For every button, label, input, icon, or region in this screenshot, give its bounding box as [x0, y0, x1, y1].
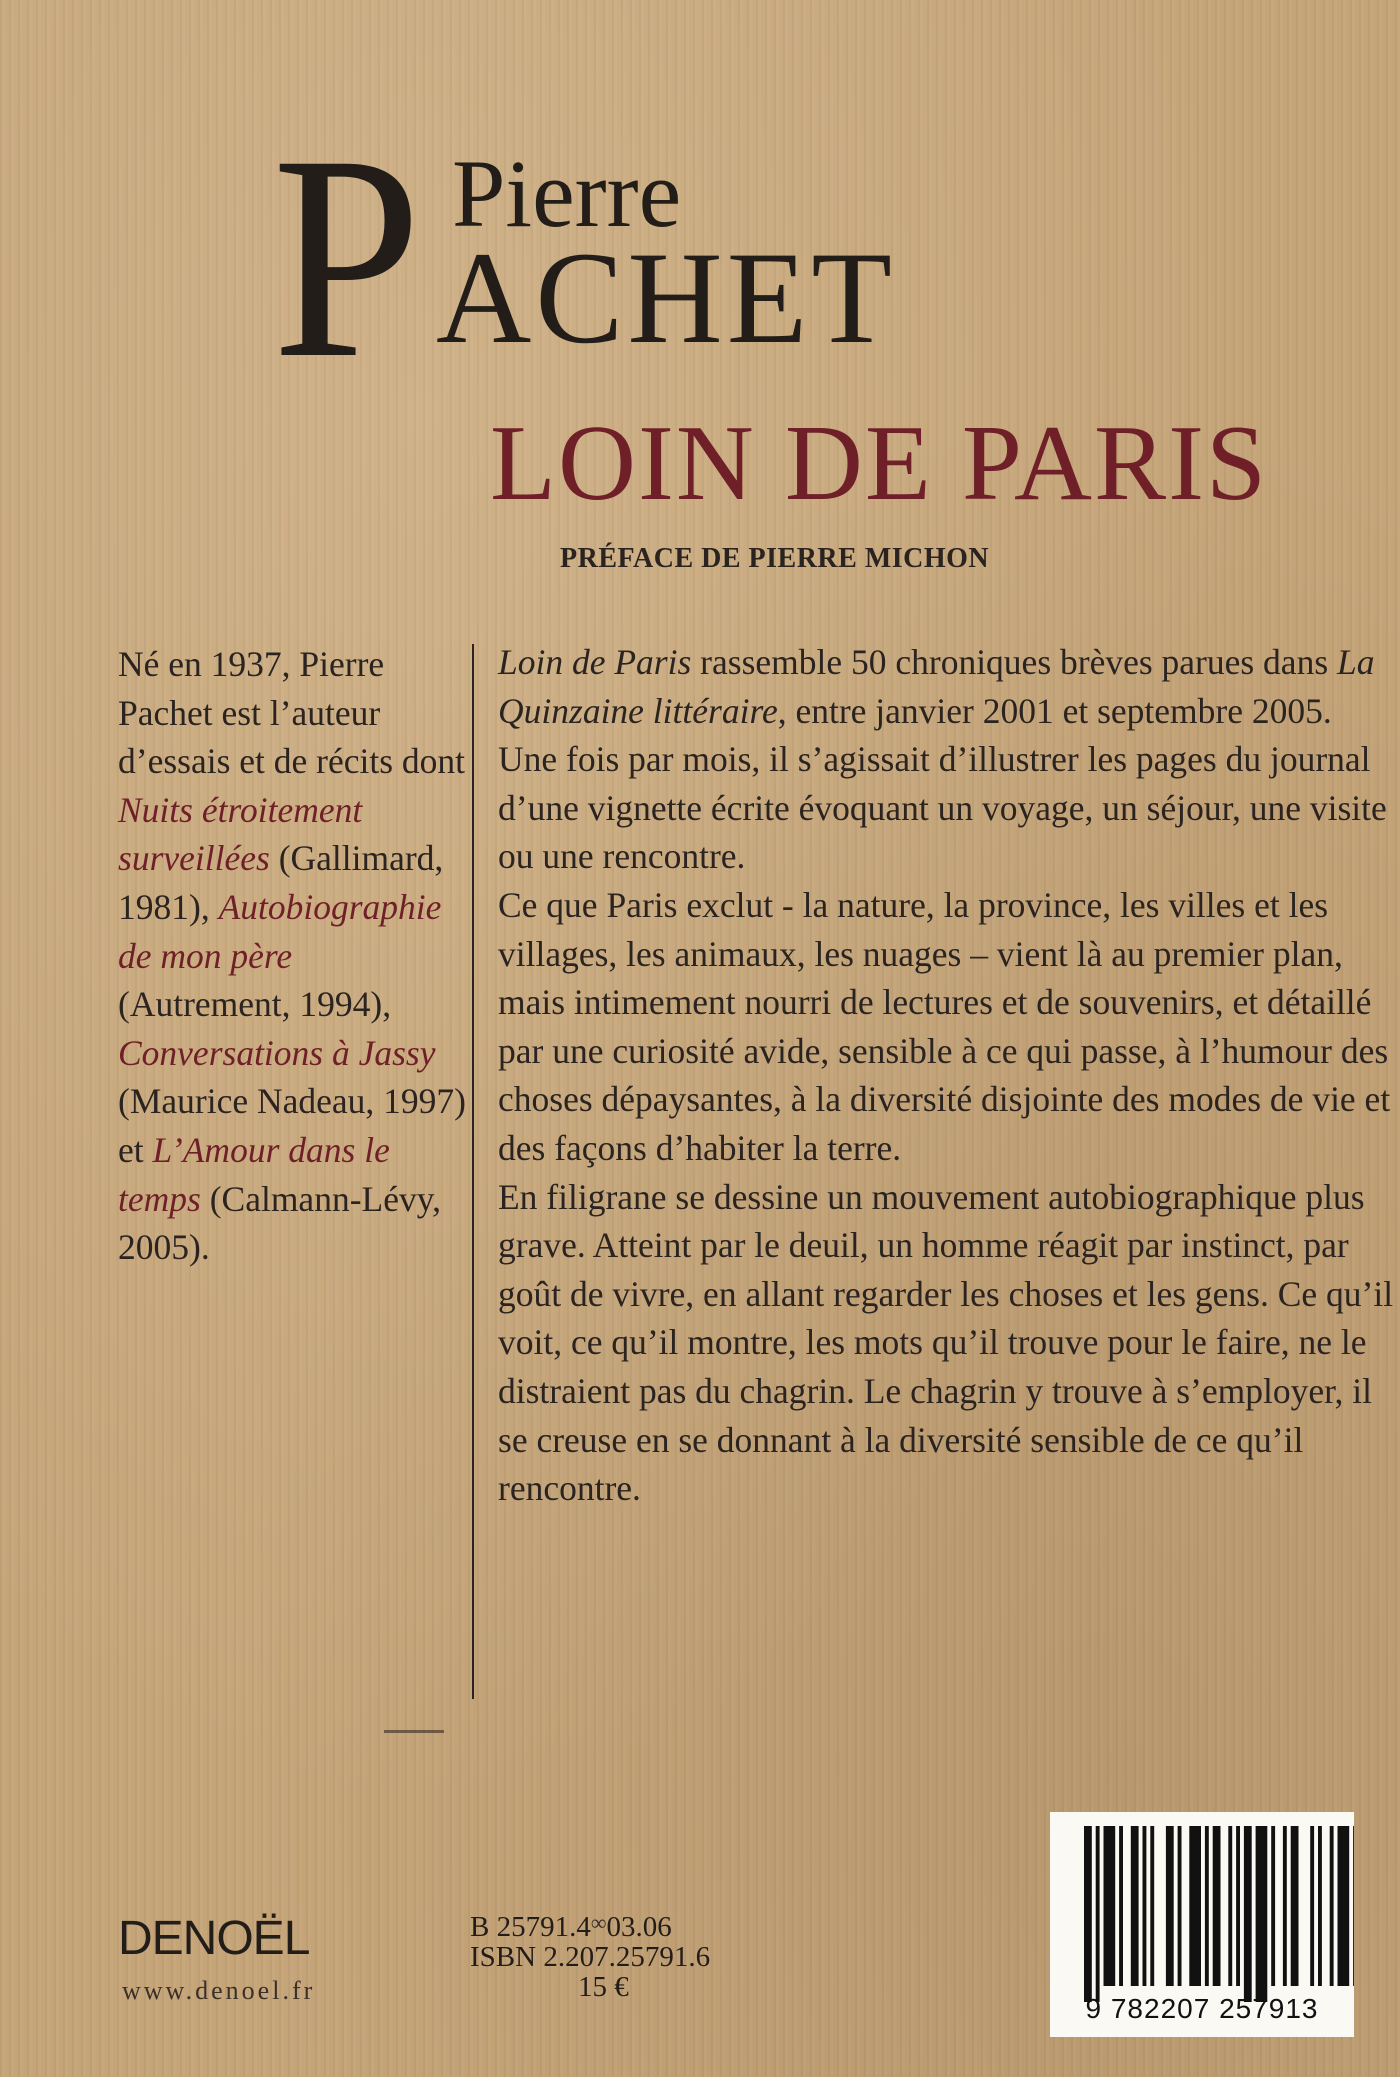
bio-work-title: Nuits étroitement surveillées: [118, 789, 363, 879]
preface-credit: PRÉFACE DE PIERRE MICHON: [560, 543, 990, 574]
barcode-digits: 9 782207 257913: [1085, 1993, 1319, 2024]
bio-line: Né en 1937,: [118, 644, 291, 684]
catalog-codes: [470, 1908, 750, 2002]
barcode-bar: [1205, 1826, 1209, 1986]
author-initial: P: [272, 96, 422, 419]
bio-line: et de récits dont: [239, 741, 466, 782]
bio-line: l’auteur d’essais: [118, 692, 381, 782]
bio-work-title: Conversations à Jassy: [118, 1032, 436, 1073]
blurb-text: , entre janvier 2001 et septembre 2005. Une fois par mois, il s’agissait d’illustrer les pages du journal d’une vignette écrite évoquant un voyage, un séjour, une visite ou une rencontre.: [498, 690, 1387, 877]
bio-publisher: (Autrement, 1994),: [118, 984, 392, 1025]
reference-code-a: B 25791.4: [470, 1911, 591, 1943]
barcode-bar: [1096, 1826, 1100, 2002]
barcode-bar: [1084, 1826, 1092, 2002]
bio-publisher: (Calmann-Lévy, 2005).: [118, 1178, 442, 1268]
barcode-bar: [1119, 1826, 1123, 1986]
blurb-paragraph: Ce que Paris exclut - la nature, la province, les villes et les villages, les animaux, les nuages – vient là au premier plan, mais intimement nourri de lectures et de souvenirs, et détaillé par une curiosité avide, sensible à ce qui passe, à l’humour des choses dépaysantes, à la diversité disjointe des modes de vie et des façons d’habiter la terre.: [498, 884, 1391, 1168]
blurb-text: rassemble 50 chroniques brèves parues dans: [700, 642, 1329, 682]
bio-work-title: Autobiographie de mon père: [118, 886, 442, 976]
barcode-bar: [1143, 1826, 1147, 1986]
barcode-bar: [1318, 1826, 1322, 1986]
bio-publisher: (Gallimard, 1981),: [118, 838, 444, 927]
barcode-bar: [1283, 1826, 1287, 1986]
isbn: ISBN 2.207.25791.6: [470, 1941, 711, 1973]
barcode-bar: [1104, 1826, 1116, 1986]
blurb-title-ref: Loin de Paris: [498, 642, 692, 682]
barcode-bar: [1310, 1826, 1314, 1986]
publisher-logo: DENOËL: [118, 1912, 310, 1965]
author-bio: [118, 640, 468, 1272]
barcode-bar: [1131, 1826, 1139, 1986]
barcode-bar: [1178, 1826, 1182, 1986]
bio-publisher: (Maurice Nadeau, 1997): [118, 1081, 466, 1122]
blurb-paragraph: En filigrane se dessine un mouvement autobiographique plus grave. Atteint par le deuil, un homme réagit par instinct, par goût de vivre, en allant regarder les choses et les gens. Ce qu’il voit, ce qu’il montre, les mots qu’il trouve pour le faire, ne le distraient pas du chagrin. Le chagrin y trouve à s’employer, il se creuse en se donnant à la diversité sensible de ce qu’il rencontre.: [498, 1176, 1394, 1509]
knot-icon: ∞: [590, 1910, 607, 1935]
barcode-bar: [1330, 1826, 1334, 1986]
blurb-paragraph: [498, 638, 1398, 881]
barcode-bar: [1291, 1826, 1299, 1986]
price: 15 €: [578, 1971, 629, 2003]
publisher-website: www.denoel.fr: [122, 1976, 316, 2005]
barcode-bar: [1271, 1826, 1275, 1986]
barcode: [1050, 1812, 1354, 2037]
barcode-bar: [1256, 1826, 1268, 2002]
barcode-bar: [1244, 1826, 1252, 2002]
author-first-name: Pierre: [452, 140, 682, 247]
bio-conjunction: et: [118, 1129, 144, 1170]
barcode-bar: [1150, 1826, 1154, 1986]
reference-code-b: 03.06: [606, 1911, 672, 1943]
blurb-journal: La Quinzaine littéraire: [498, 642, 1375, 731]
barcode-bar: [1166, 1826, 1174, 1986]
barcode-bar: [1353, 1826, 1354, 1986]
barcode-bar: [1213, 1826, 1221, 1986]
barcode-bar: [1236, 1826, 1240, 1986]
barcode-bar: [1189, 1826, 1201, 1986]
barcode-bars: [1050, 1812, 1354, 2002]
barcode-bar: [1228, 1826, 1232, 1986]
bio-work-title: L’Amour dans le temps: [118, 1129, 390, 1219]
author-last-name: ACHET: [436, 224, 896, 371]
bio-line: Pierre Pachet est: [118, 644, 385, 733]
book-blurb: [498, 638, 1398, 1513]
barcode-bar: [1338, 1826, 1350, 1986]
reference-code: [470, 1908, 750, 1942]
column-divider: [472, 644, 474, 1699]
book-title: LOIN DE PARIS: [490, 404, 1269, 523]
decorative-dash: [384, 1730, 444, 1733]
